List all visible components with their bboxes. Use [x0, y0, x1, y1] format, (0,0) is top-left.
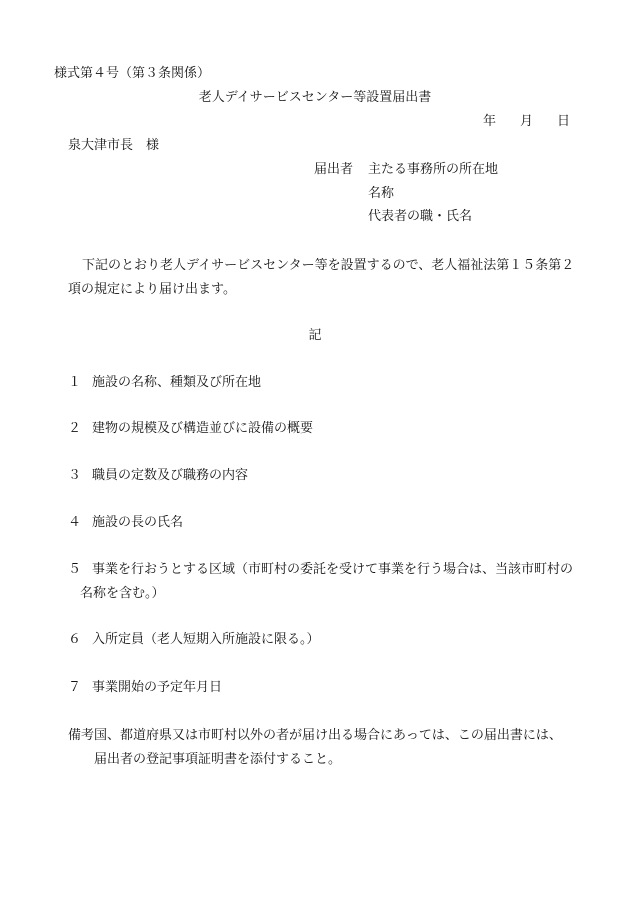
- date-day: 日: [556, 114, 570, 129]
- notifier-address-field: 主たる事務所の所在地: [368, 162, 499, 177]
- notifier-name-field: 名称: [368, 186, 395, 201]
- item-text: 建物の規模及び構造並びに設備の概要: [92, 421, 314, 436]
- list-item: [68, 680, 222, 696]
- date-month: 月: [519, 114, 533, 129]
- item-number: ３: [68, 468, 82, 483]
- date-year: 年: [482, 114, 496, 129]
- body-text-line-1: 下記のとおり老人デイサービスセンター等を設置するので、老人福祉法第１５条第２: [82, 258, 575, 273]
- remarks-label: 備考: [68, 728, 95, 743]
- item-text-continuation: 名称を含む。）: [80, 586, 165, 601]
- item-number: １: [68, 375, 82, 390]
- item-text: 施設の長の氏名: [92, 515, 184, 530]
- addressee: 泉大津市長 様: [68, 138, 160, 153]
- item-text: 入所定員（老人短期入所施設に限る。）: [92, 632, 320, 647]
- list-item: [68, 375, 261, 391]
- body-text-line-2: 項の規定により届け出ます。: [68, 282, 236, 297]
- item-number: ４: [68, 515, 82, 530]
- item-number: ２: [68, 421, 82, 436]
- remarks-line-2: 届出者の登記事項証明書を添付すること。: [94, 752, 342, 767]
- item-text: 事業を行おうとする区域（市町村の委託を受けて事業を行う場合は、当該市町村の: [92, 562, 574, 577]
- list-item: [68, 632, 320, 648]
- item-text: 職員の定数及び職務の内容: [92, 468, 249, 483]
- document-title: 老人デイサービスセンター等設置届出書: [198, 90, 432, 105]
- form-number: 様式第４号（第３条関係）: [54, 66, 211, 81]
- ki-heading: 記: [308, 328, 322, 343]
- item-number: ７: [68, 680, 82, 695]
- list-item: [68, 421, 313, 437]
- list-item: [68, 468, 248, 484]
- item-text: 施設の名称、種類及び所在地: [92, 375, 262, 390]
- item-text: 事業開始の予定年月日: [92, 680, 223, 695]
- remarks-line-1: 国、都道府県又は市町村以外の者が届け出る場合にあっては、この届出書には、: [94, 728, 562, 743]
- notifier-label: 届出者: [314, 162, 354, 177]
- item-number: ６: [68, 632, 82, 647]
- date-line: [483, 114, 570, 130]
- item-number: ５: [68, 562, 82, 577]
- notifier-representative-field: 代表者の職・氏名: [368, 209, 473, 224]
- list-item: [68, 515, 183, 531]
- list-item: [68, 562, 573, 578]
